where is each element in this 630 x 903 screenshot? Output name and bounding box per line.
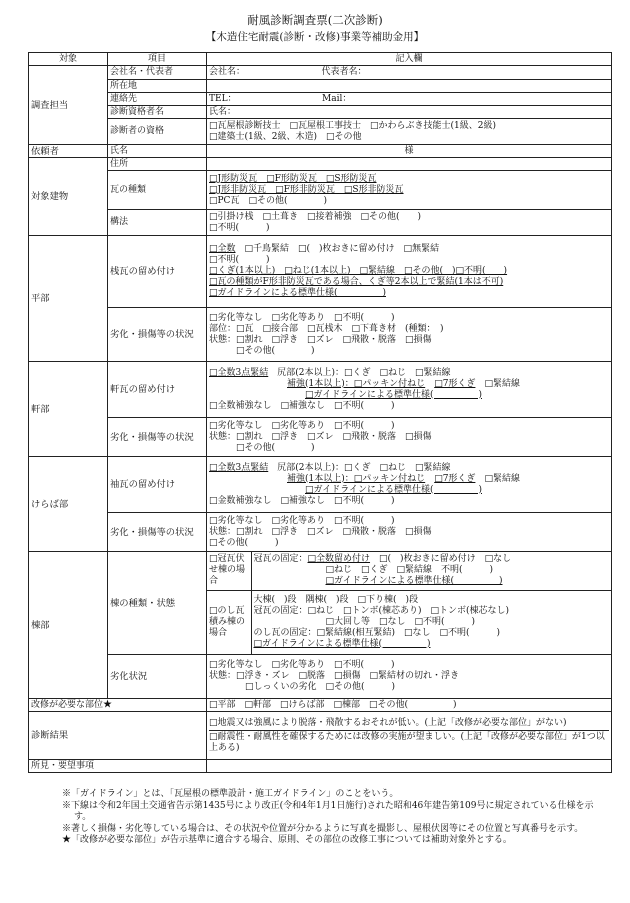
group-eaves: 軒部 (29, 362, 108, 457)
contact-label: 連絡先 (108, 93, 207, 106)
eaves-reinforce[interactable]: 補強(1本以上)：□パッキン付ねじ (287, 378, 426, 389)
tile-type-line[interactable]: □J形防災瓦 □F形防災瓦 □S形防災瓦 (209, 173, 377, 184)
verge-7nail[interactable]: □7形くぎ (434, 473, 476, 484)
ridge-noshi-line[interactable]: のし瓦の固定：□緊結線(相互緊結) □なし □不明( ) (253, 627, 501, 638)
flat-fixing-line[interactable] (209, 244, 609, 255)
qualification-field[interactable] (207, 119, 612, 145)
page-title: 耐風診断調査票(二次診断) (247, 13, 383, 27)
note-item: ※「ガイドライン」とは、「瓦屋根の標準設計・施工ガイドライン」のことをいう。 (62, 789, 399, 799)
ridge-damage-label: 劣化状況 (108, 655, 207, 699)
all-fixed-option[interactable]: □全数 (209, 244, 236, 254)
client-name-label: 氏名 (108, 145, 207, 158)
qualification-line[interactable]: □瓦屋根診断技士 □瓦屋根工事技士 □かわらぶき技能士(1級、2級) (209, 120, 496, 131)
result-option-repair-recommended[interactable]: □耐震性・耐風性を確保するためには改修の実施が望ましい。(上記「改修が必要な部位」が1つ以上ある) (209, 731, 605, 753)
flat-fixing-line[interactable]: □瓦の種類がF形非防災瓦である場合、くぎ等2本以上で緊結(1本は不可) (209, 277, 504, 287)
ridge-cap-fix-label: 冠瓦の固定： (253, 554, 308, 565)
group-building: 対象建物 (29, 158, 108, 236)
note-item: ★「改修が必要な部位」が告示基準に適合する場合、原則、その部位の改修工事については補助対象外とする。 (62, 835, 512, 846)
qualification-line[interactable]: □建築士(1級、2級、木造) □その他 (209, 131, 362, 142)
verge-all-3point[interactable]: □全数3点緊結 (209, 462, 269, 473)
eaves-wire[interactable]: □緊結線 (484, 378, 520, 389)
ridge-type-label: 棟の種類・状態 (108, 552, 207, 655)
contact-field[interactable]: TEL： Mail： (207, 93, 612, 106)
eaves-fixing-line[interactable]: □ガイドラインによる標準仕様( ) (305, 389, 482, 400)
ridge-noshi-line[interactable]: □大回し等 □なし □不明( ) (325, 616, 476, 627)
eaves-damage-line[interactable]: □劣化等なし □劣化等あり □不明( ) (209, 420, 395, 431)
ridge-subtable (207, 552, 611, 654)
diagnostician-name-field[interactable]: 氏名： (207, 106, 612, 119)
ridge-damage-line[interactable]: 状態：□浮き・ズレ □脱落 □損傷 □緊結材の切れ・浮き (209, 671, 460, 681)
verge-fixing-line[interactable] (209, 463, 609, 474)
header-target: 対象 (29, 53, 108, 66)
qualification-label: 診断者の資格 (108, 119, 207, 145)
flat-damage-line[interactable]: 部位：□瓦 □接合部 □瓦桟木 □下葺き材 (種類： ) (209, 323, 444, 334)
result-option-low-risk[interactable]: □地震又は強風により脱落・飛散するおそれが低い。(上記「改修が必要な部位」がない) (209, 718, 609, 731)
flat-damage-line[interactable]: 状態：□割れ □浮き □ズレ □飛散・脱落 □損傷 (209, 334, 432, 345)
eaves-fixing-line[interactable] (209, 368, 609, 379)
repair-parts-field[interactable]: □平部 □軒部 □けらば部 □棟部 □その他( ) (207, 699, 612, 712)
result-field[interactable] (207, 712, 612, 760)
verge-fixing-line[interactable]: □ガイドラインによる標準仕様( ) (305, 484, 482, 495)
eaves-7nail[interactable]: □7形くぎ (434, 378, 476, 389)
opinion-field[interactable] (207, 760, 612, 773)
tile-type-label: 瓦の種類 (108, 171, 207, 210)
flat-fixing-line[interactable]: □くぎ(1本以上) □ねじ(1本以上) □緊結線 □その他( )□不明( ) (209, 266, 508, 276)
construction-method-field[interactable] (207, 210, 612, 236)
note-item: ※下線は令和2年国土交通省告示第1435号により改正(令和4年1月1日施行)された昭和46年建告第109号に規定されている仕様を示す。 (62, 800, 594, 823)
verge-damage-line[interactable]: □その他( ) (209, 537, 279, 548)
ridge-cap-line[interactable]: □ねじ □くぎ □緊結線 不明( ) (325, 565, 494, 576)
building-address-field[interactable] (207, 158, 612, 171)
tile-type-line[interactable]: □J形非防災瓦 □F形非防災瓦 □S形非防災瓦 (209, 184, 404, 195)
flat-fixing-line[interactable]: □不明( ) (209, 255, 270, 265)
verge-damage-line[interactable]: □劣化等なし □劣化等あり □不明( ) (209, 515, 395, 526)
construction-method-line[interactable]: □不明( ) (209, 222, 270, 233)
verge-wire[interactable]: □緊結線 (484, 473, 520, 484)
opinion-label: 所見・要望事項 (29, 760, 207, 773)
ridge-cap-line[interactable]: □ガイドラインによる標準仕様( ) (325, 576, 503, 587)
company-field[interactable]: 会社名： 代表者名： (207, 66, 612, 80)
verge-fixing-field[interactable] (207, 457, 612, 513)
verge-tail-fixing[interactable]: 尻部(2本以上)：□くぎ □ねじ □緊結線 (277, 462, 451, 473)
ridge-damage-line[interactable]: □しっくいの劣化 □その他( ) (245, 682, 396, 692)
construction-method-label: 構法 (108, 210, 207, 236)
verge-damage-field[interactable] (207, 513, 612, 552)
client-name-field[interactable]: 様 (207, 145, 612, 158)
group-client: 依頼者 (29, 145, 108, 158)
verge-reinforce[interactable]: 補強(1本以上)：□パッキン付ねじ (287, 473, 426, 484)
ridge-cap-label: □冠瓦伏せ棟の場合 (207, 552, 251, 590)
eaves-damage-field[interactable] (207, 418, 612, 457)
company-label: 会社名・代表者 (108, 66, 207, 80)
verge-fixing-label: 袖瓦の留め付け (108, 457, 207, 513)
ridge-damage-line[interactable]: □劣化等なし □劣化等あり □不明( ) (209, 660, 395, 670)
page-subtitle: 【木造住宅耐震(診断・改修)事業等補助金用】 (205, 31, 425, 43)
tile-type-field[interactable] (207, 171, 612, 210)
construction-method-line[interactable]: □引掛け桟 □土葺き □接着補強 □その他( ) (209, 211, 422, 222)
note-item: ※著しく損傷・劣化等している場合は、その状況や位置が分かるように写真を撮影し、屋根伏図等にその位置と写真番号を示す。 (62, 823, 584, 834)
eaves-fixing-line[interactable]: □全数補強なし □補強なし □不明( ) (209, 400, 395, 411)
flat-damage-label: 劣化・損傷等の状況 (108, 308, 207, 362)
flat-fixing-options[interactable]: □千鳥緊結 □( )枚おきに留め付け □無緊結 (244, 244, 440, 254)
flat-fixing-line[interactable]: □ガイドラインによる標準仕様( ) (209, 288, 386, 298)
ridge-noshi-label: □のし瓦積み棟の場合 (207, 590, 251, 654)
ridge-cap-field[interactable] (251, 552, 611, 590)
flat-damage-field[interactable] (207, 308, 612, 362)
eaves-fixing-label: 軒瓦の留め付け (108, 362, 207, 418)
eaves-fixing-field[interactable] (207, 362, 612, 418)
notes (62, 789, 610, 847)
flat-fixing-label: 桟瓦の留め付け (108, 236, 207, 308)
group-ridge: 棟部 (29, 552, 108, 699)
group-investigator: 調査担当 (29, 66, 108, 145)
ridge-damage-field[interactable] (207, 655, 612, 699)
flat-damage-line[interactable]: □その他( ) (209, 345, 315, 356)
flat-fixing-field[interactable] (207, 236, 612, 308)
tile-type-line[interactable]: □PC瓦 □その他( ) (209, 195, 327, 206)
eaves-damage-line[interactable]: □その他( ) (209, 442, 315, 453)
verge-damage-line[interactable]: 状態：□割れ □浮き □ズレ □飛散・脱落 □損傷 (209, 526, 432, 537)
verge-fixing-line[interactable] (209, 474, 609, 485)
result-label: 診断結果 (29, 712, 207, 760)
eaves-all-3point[interactable]: □全数3点緊結 (209, 367, 269, 378)
flat-damage-line[interactable]: □劣化等なし □劣化等あり □不明( ) (209, 312, 395, 323)
repair-parts-label: 改修が必要な部位★ (29, 699, 207, 712)
ridge-noshi-field[interactable] (251, 590, 611, 654)
survey-table (28, 52, 612, 773)
ridge-type-field[interactable] (207, 552, 612, 655)
ridge-noshi-line[interactable]: 冠瓦の固定：□ねじ □トンボ(棟芯あり) □トンボ(棟芯なし) (253, 605, 510, 616)
group-flat: 平部 (29, 236, 108, 362)
ridge-noshi-line[interactable]: 大棟( )段 隅棟( )段 □下り棟( )段 (253, 594, 419, 605)
ridge-cap-options[interactable]: □( )枚おきに留め付け □なし (379, 554, 512, 565)
header-item: 項目 (108, 53, 207, 66)
ridge-noshi-line[interactable]: □ガイドラインによる標準仕様( ) (253, 638, 431, 649)
diagnostician-name-label: 診断資格者名 (108, 106, 207, 119)
eaves-tail-fixing[interactable]: 尻部(2本以上)：□くぎ □ねじ □緊結線 (277, 367, 451, 378)
address-label: 所在地 (108, 80, 207, 93)
group-verge: けらば部 (29, 457, 108, 552)
verge-damage-label: 劣化・損傷等の状況 (108, 513, 207, 552)
address-field[interactable] (207, 80, 612, 93)
ridge-cap-all-fixed[interactable]: □全数留め付け (307, 554, 371, 565)
building-address-label: 住所 (108, 158, 207, 171)
verge-fixing-line[interactable]: □金数補強なし □補強なし □不明( ) (209, 495, 395, 506)
header-entry: 記入欄 (207, 53, 612, 66)
eaves-damage-label: 劣化・損傷等の状況 (108, 418, 207, 457)
ridge-cap-line[interactable] (254, 554, 610, 565)
eaves-damage-line[interactable]: 状態：□割れ □浮き □ズレ □飛散・脱落 □損傷 (209, 431, 432, 442)
eaves-fixing-line[interactable] (209, 379, 609, 390)
